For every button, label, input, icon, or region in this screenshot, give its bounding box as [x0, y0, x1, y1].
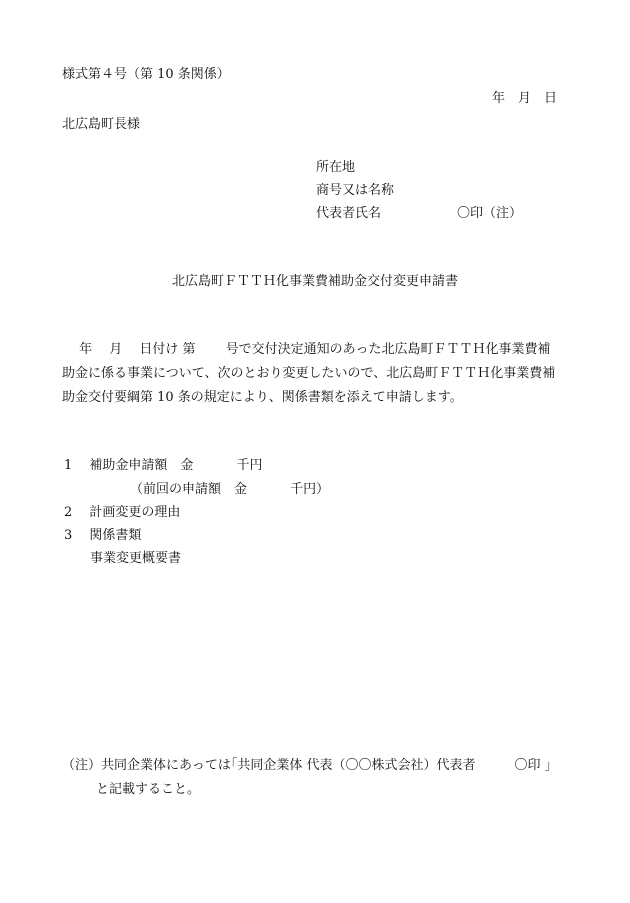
addressee: 北広島町長様 [62, 117, 141, 132]
seal-mark-label: 〇印（注） [457, 206, 523, 221]
form-number: 様式第４号（第 10 条関係） [62, 67, 230, 82]
date-line: 年 月 日 [492, 91, 558, 106]
note-line: と記載すること。 [96, 782, 201, 797]
applicant-location-label: 所在地 [316, 160, 356, 175]
item-related-documents: 3 関係書類 [64, 528, 142, 543]
applicant-name-label: 商号又は名称 [316, 183, 395, 198]
item-change-reason: 2 計画変更の理由 [64, 505, 181, 520]
body-paragraph [62, 342, 582, 414]
item-subsidy-amount: 1 補助金申請額 金 千円 [64, 458, 263, 473]
item-change-summary-doc: 事業変更概要書 [90, 551, 182, 566]
body-line: 年 月 日付け 第 号で交付決定通知のあった北広島町ＦＴＴＨ化事業費補 [62, 342, 551, 357]
document-title: 北広島町ＦＴＴＨ化事業費補助金交付変更申請書 [171, 274, 458, 289]
item-previous-amount: （前回の申請額 金 千円） [130, 482, 330, 497]
body-line: 助金交付要綱第 10 条の規定により、関係書類を添えて申請します。 [62, 390, 463, 405]
body-line: 助金に係る事業について、次のとおり変更したいので、北広島町ＦＴＴＨ化事業費補 [62, 366, 556, 381]
note-line: （注）共同企業体にあっては｢共同企業体 代表（〇〇株式会社）代表者 〇印 ｣ [62, 758, 552, 773]
applicant-representative-label: 代表者氏名 [316, 206, 382, 221]
